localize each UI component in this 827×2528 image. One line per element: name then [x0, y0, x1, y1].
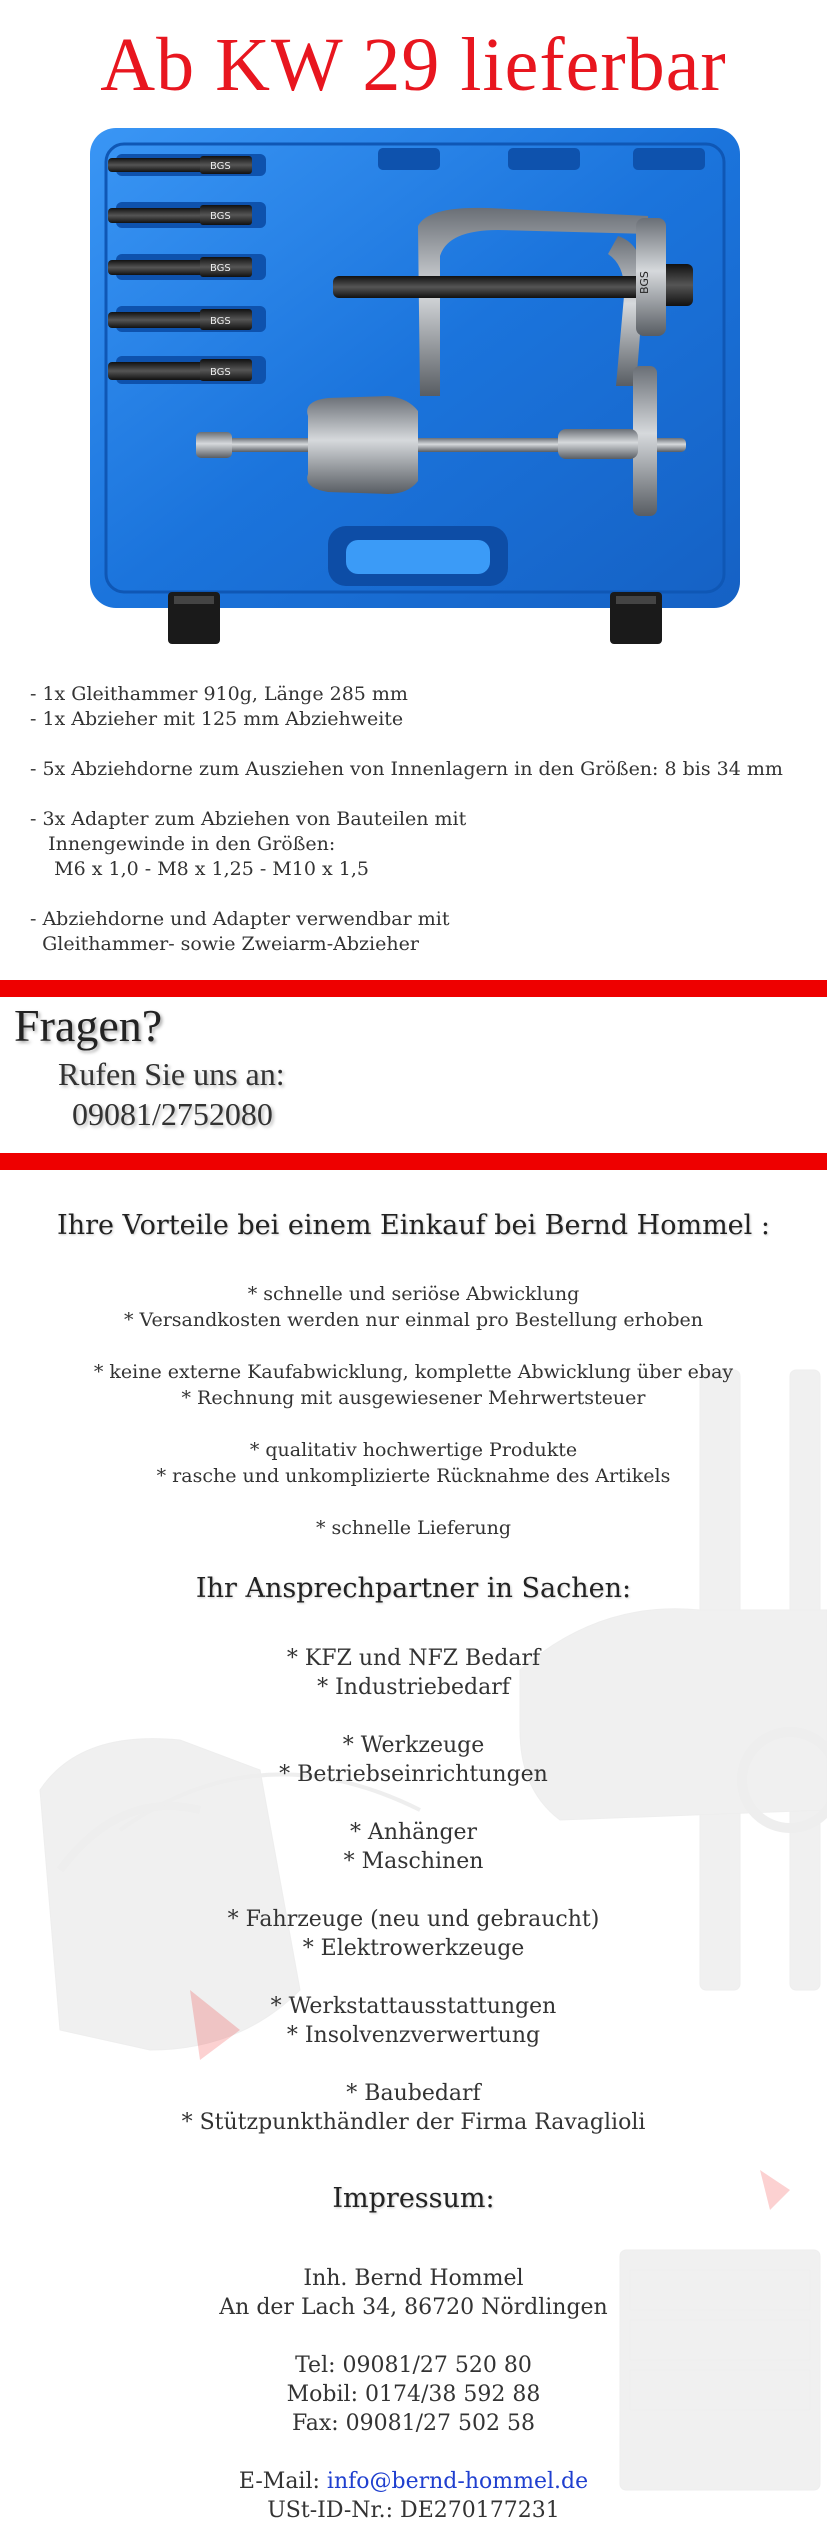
feature-line: - 3x Adapter zum Abziehen von Bauteilen mit: [30, 808, 467, 830]
partner-item: * Anhänger: [349, 1820, 478, 1845]
feature-line: - Abziehdorne und Adapter verwendbar mit: [30, 908, 450, 930]
contact-block: [14, 1000, 285, 1134]
impressum-mobile: Mobil: 0174/38 592 88: [286, 2382, 541, 2407]
advantage-item: * keine externe Kaufabwicklung, komplette Abwicklung über ebay: [93, 1361, 734, 1383]
partner-item: * Insolvenzverwertung: [286, 2023, 541, 2048]
feature-line: - 1x Gleithammer 910g, Länge 285 mm: [30, 683, 408, 705]
product-image: [88, 126, 743, 651]
svg-text:BGS: BGS: [210, 263, 231, 274]
svg-text:BGS: BGS: [210, 316, 231, 327]
advantages-title: Ihre Vorteile bei einem Einkauf bei Bernd Hommel :: [57, 1210, 770, 1241]
impressum-title: Impressum:: [332, 2183, 495, 2214]
partner-item: * Fahrzeuge (neu und gebraucht): [227, 1907, 600, 1932]
impressum-email-line: [0, 2467, 827, 2496]
brand-logo: BGS: [210, 161, 231, 172]
feature-line: Gleithammer- sowie Zweiarm-Abzieher: [30, 933, 419, 955]
advantage-item: * rasche und unkomplizierte Rücknahme des Artikels: [156, 1465, 671, 1487]
contact-question: Fragen?: [14, 1000, 163, 1051]
svg-text:BGS: BGS: [210, 367, 231, 378]
partner-item: * Betriebseinrichtungen: [279, 1762, 548, 1787]
impressum-address: An der Lach 34, 86720 Nördlingen: [219, 2295, 608, 2320]
partner-item: * Stützpunkthändler der Firma Ravaglioli: [181, 2110, 646, 2135]
partner-item: * Elektrowerkzeuge: [302, 1936, 525, 1961]
partner-item: * KFZ und NFZ Bedarf: [286, 1646, 541, 1671]
contact-call-text: Rufen Sie uns an:: [58, 1056, 285, 1092]
partner-item: * Baubedarf: [346, 2081, 481, 2106]
feature-line: M6 x 1,0 - M8 x 1,25 - M10 x 1,5: [30, 858, 369, 880]
feature-line: - 1x Abzieher mit 125 mm Abziehweite: [30, 708, 404, 730]
partner-item: * Werkzeuge: [342, 1733, 485, 1758]
advantages-section: [0, 1210, 827, 1541]
partner-section: [0, 1573, 827, 2137]
advantage-item: * qualitativ hochwertige Produkte: [249, 1439, 578, 1461]
contact-phone: 09081/2752080: [72, 1096, 273, 1132]
impressum-fax: Fax: 09081/27 502 58: [291, 2411, 536, 2436]
partner-title: Ihr Ansprechpartner in Sachen:: [195, 1573, 632, 1604]
advantage-item: * schnelle Lieferung: [315, 1517, 512, 1539]
advantage-item: * schnelle und seriöse Abwicklung: [247, 1283, 580, 1305]
partner-item: * Industriebedarf: [317, 1675, 510, 1700]
advantage-item: * Versandkosten werden nur einmal pro Bestellung erhoben: [123, 1309, 704, 1331]
feature-line: Innengewinde in den Größen:: [30, 833, 336, 855]
svg-text:BGS: BGS: [638, 271, 651, 294]
impressum-owner: Inh. Bernd Hommel: [303, 2266, 524, 2291]
email-label: E-Mail:: [238, 2469, 327, 2494]
impressum-tel: Tel: 09081/27 520 80: [295, 2353, 532, 2378]
advantage-item: * Rechnung mit ausgewiesener Mehrwertsteuer: [181, 1387, 646, 1409]
svg-text:BGS: BGS: [210, 211, 231, 222]
headline: Ab KW 29 lieferbar: [100, 23, 727, 107]
feature-list: [30, 682, 820, 957]
impressum-section: [0, 2183, 827, 2525]
divider-bar: [0, 1153, 827, 1170]
email-link[interactable]: info@bernd-hommel.de: [326, 2469, 589, 2494]
partner-item: * Werkstattausstattungen: [270, 1994, 557, 2019]
partner-item: * Maschinen: [343, 1849, 484, 1874]
impressum-vat-id: USt-ID-Nr.: DE270177231: [267, 2498, 560, 2523]
divider-bar: [0, 980, 827, 997]
feature-line: - 5x Abziehdorne zum Ausziehen von Innenlagern in den Größen: 8 bis 34 mm: [30, 758, 783, 780]
